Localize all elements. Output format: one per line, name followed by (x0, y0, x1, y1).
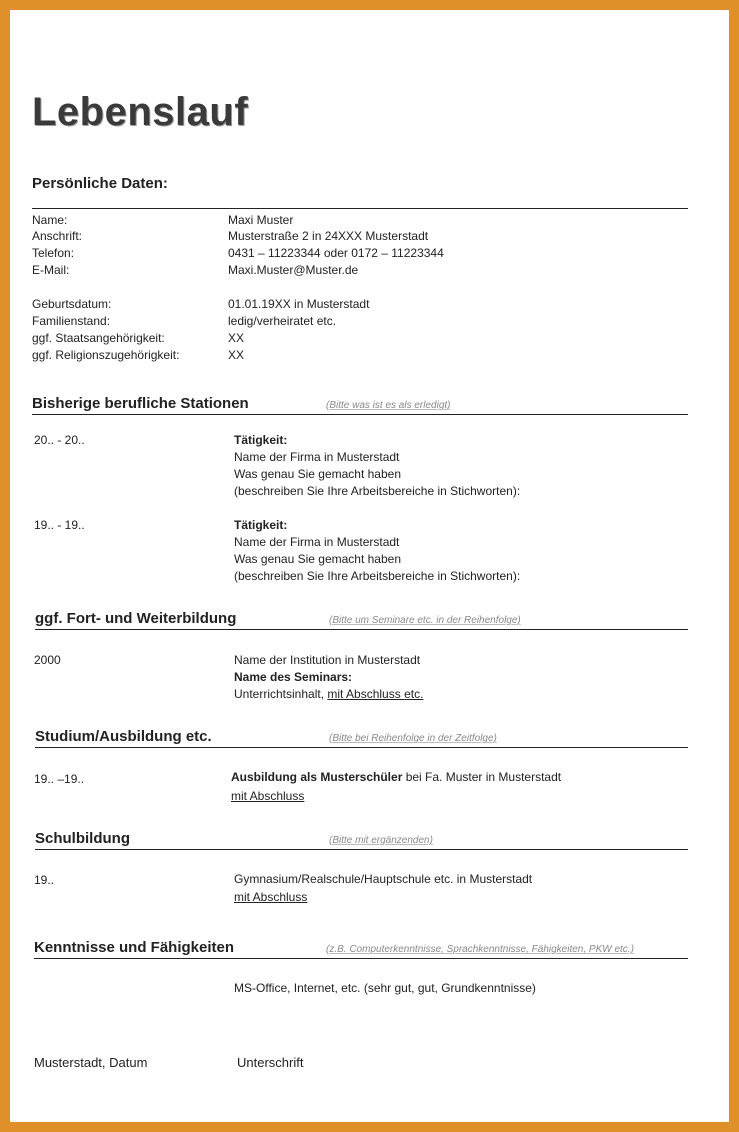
career-period: 20.. - 20.. (34, 433, 85, 447)
career-role: Tätigkeit: (234, 518, 288, 532)
career-period: 19.. - 19.. (34, 518, 85, 532)
label-nationality: ggf. Staatsangehörigkeit: (32, 331, 165, 345)
label-name: Name: (32, 213, 68, 227)
section-skills-title: Kenntnisse und Fähigkeiten (34, 939, 235, 956)
section-school-note: (Bitte mit ergänzenden) (329, 835, 433, 846)
studies-period: 19.. –19.. (34, 772, 85, 786)
label-marital-status: Familienstand: (32, 314, 111, 328)
label-address: Anschrift: (32, 229, 83, 243)
section-career (32, 390, 688, 415)
studies-degree: mit Abschluss (231, 789, 305, 803)
footer-place-date: Musterstadt, Datum (34, 1055, 148, 1070)
training-institution: Name der Institution in Musterstadt (234, 653, 421, 667)
school-schools: Gymnasium/Realschule/Hauptschule etc. in Musterstadt (234, 872, 533, 886)
section-personal (32, 170, 688, 209)
section-studies (35, 723, 688, 748)
section-school-title: Schulbildung (35, 830, 130, 847)
section-studies-note: (Bitte bei Reihenfolge in der Zeitfolge) (329, 733, 497, 744)
value-email: Maxi.Muster@Muster.de (228, 263, 359, 277)
studies-title-rest: bei Fa. Muster in Musterstadt (402, 770, 562, 784)
section-personal-header (32, 170, 688, 209)
section-studies-header (35, 723, 688, 748)
label-religion: ggf. Religionszugehörigkeit: (32, 348, 180, 362)
training-content (234, 686, 423, 703)
section-career-note: (Bitte was ist es als erledigt) (326, 400, 451, 411)
section-skills-note: (z.B. Computerkenntnisse, Sprachkenntnisse, Fähigkeiten, PKW etc.) (326, 944, 634, 955)
value-phone: 0431 – 11223344 oder 0172 – 11223344 (228, 246, 444, 260)
section-career-header (32, 390, 688, 415)
career-describe: (beschreiben Sie Ihre Arbeitsbereiche in Stichworten): (234, 484, 521, 498)
label-email: E-Mail: (32, 263, 70, 277)
career-what: Was genau Sie gemacht haben (234, 552, 401, 566)
career-describe: (beschreiben Sie Ihre Arbeitsbereiche in Stichworten): (234, 569, 521, 583)
training-year: 2000 (34, 653, 61, 667)
section-school-header (35, 825, 688, 850)
document-title: Lebenslauf (32, 90, 249, 134)
section-training-note: (Bitte um Seminare etc. in der Reihenfolge) (329, 615, 521, 626)
value-address: Musterstraße 2 in 24XXX Musterstadt (228, 229, 429, 243)
value-birthdate: 01.01.19XX in Musterstadt (228, 297, 370, 311)
section-school (35, 825, 688, 850)
school-year: 19.. (34, 873, 55, 887)
footer-signature: Unterschrift (237, 1055, 304, 1070)
value-name: Maxi Muster (228, 213, 294, 227)
studies-title-bold: Ausbildung als Musterschüler (231, 770, 403, 784)
label-birthdate: Geburtsdatum: (32, 297, 112, 311)
section-skills (34, 934, 688, 959)
career-what: Was genau Sie gemacht haben (234, 467, 401, 481)
career-company: Name der Firma in Musterstadt (234, 535, 400, 549)
training-content-degree: mit Abschluss etc. (327, 687, 424, 701)
section-studies-title: Studium/Ausbildung etc. (35, 728, 212, 745)
career-company: Name der Firma in Musterstadt (234, 450, 400, 464)
section-personal-title: Persönliche Daten: (32, 175, 168, 192)
section-career-title: Bisherige berufliche Stationen (32, 395, 249, 412)
section-training-header (35, 605, 688, 630)
career-role: Tätigkeit: (234, 433, 288, 447)
section-training (35, 605, 688, 630)
label-phone: Telefon: (32, 246, 75, 260)
training-seminar: Name des Seminars: (234, 670, 353, 684)
skills-text: MS-Office, Internet, etc. (sehr gut, gut, Grundkenntnisse) (234, 981, 536, 995)
value-nationality: XX (228, 331, 245, 345)
section-training-title: ggf. Fort- und Weiterbildung (35, 610, 237, 627)
value-marital-status: ledig/verheiratet etc. (228, 314, 337, 328)
value-religion: XX (228, 348, 245, 362)
school-degree: mit Abschluss (234, 890, 308, 904)
studies-title (231, 769, 561, 786)
section-skills-header (34, 934, 688, 959)
training-content-text: Unterrichtsinhalt, (234, 687, 328, 701)
